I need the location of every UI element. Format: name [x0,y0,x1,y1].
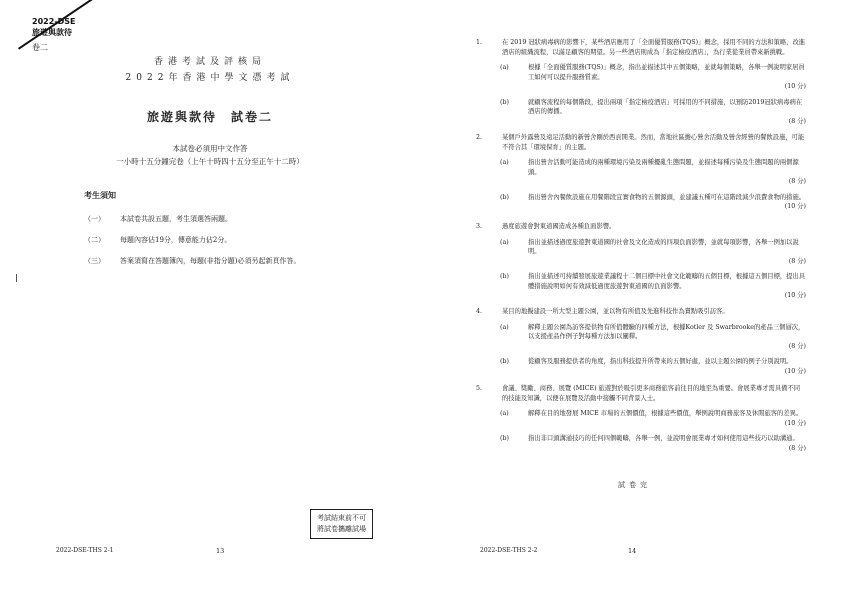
question-part [476,158,806,187]
part-marks: (10 分) [784,419,806,427]
question-part [476,357,806,376]
part-text: 指出營舍活動可能造成的兩種環境污染及兩種擾亂生態問題，並描述每種污染及生態問題的兩個源頭。 [528,159,799,176]
question-5 [476,384,806,453]
part-text: 從顧客及服務提供者的角度，指出科技提升所帶來的五個好處，並以主題公園的例子分別說明。 [528,358,793,365]
part-label: (a) [500,238,509,246]
page-number: 14 [628,547,637,555]
notice-number: （二） [84,236,105,244]
paper-title: 旅遊與款待 試卷二 [146,110,273,124]
question-number: 3. [476,223,483,230]
part-label: (b) [500,193,509,201]
part-label: (a) [500,159,509,166]
instruction-language: 本試卷必須用中文作答 [172,144,248,153]
question-part [476,193,806,212]
part-marks: (8 分) [788,444,806,452]
notice-item [84,256,384,277]
part-label: (a) [500,410,509,417]
part-text: 指出並描述可持續發展旅遊業議程十二個目標中社會文化範疇的五個目標，根據這五個目標，提出具體措施說明如何有效減低過度旅遊對東道國的負面影響。 [528,273,806,290]
notice-list [84,214,384,277]
authority-name: 香港考試及評核局 [153,57,266,67]
notice-number: （三） [84,257,105,265]
notice-item [84,214,384,235]
exam-stamp [310,509,373,539]
part-label: (b) [500,358,509,365]
part-label: (b) [500,273,509,280]
part-text: 解釋主題公園為訪客提供物有所值體驗的四種方法，根據Kotler 及 Swarbrooke的產品三個層次，以支援產品作例子對每種方法加以闡釋。 [528,323,805,340]
instruction-time: 一小時十五分鐘完卷（上午十時四十五分至正午十二時） [116,157,304,166]
header-paper: 卷二 [32,43,48,52]
notice-number: （一） [84,215,105,223]
question-number: 1. [476,39,483,46]
header-subject: 旅遊與款待 [32,28,72,37]
footer-code: 2022-DSE-THS 2-2 [480,547,538,554]
part-label: (b) [500,435,509,442]
part-marks: (8 分) [788,178,806,185]
stamp-line: 將試卷攜離試場 [317,525,366,533]
header-year: 2022-DSE [32,17,76,26]
notice-text: 答案須寫在答題簿內，每題(非指分題)必須另起新頁作答。 [120,257,301,265]
question-part [476,238,806,267]
part-marks: (8 分) [788,117,806,125]
question-stem: 會議、獎勵、商務、展覽 (MICE) 旅遊對於吸引更多商務旅客前往目的地至為重要。會展業專才需具備不同的技能及知識，以便在展覽及活動中接觸不同背景人士。 [502,385,801,402]
part-marks: (10 分) [784,292,806,299]
end-of-paper: 試卷完 [618,481,651,489]
exam-name: 2022年香港中學文憑考試 [125,73,295,83]
notice-text: 每題內容佔19分，傳意能力佔2分。 [120,236,232,244]
question-2 [476,133,806,212]
notice-item [84,235,384,256]
question-part [476,323,806,352]
part-marks: (8 分) [788,342,806,350]
part-text: 指出並描述過度旅遊對東道國的社會及文化造成的四項負面影響，並就每項影響，各舉一例加以說明。 [528,238,799,255]
notice-heading: 考生須知 [84,190,116,200]
left-page [0,0,420,593]
page-number: 13 [216,547,225,555]
part-label: (a) [500,64,509,71]
part-text: 就顧客流程的每個階段，提出兩項「指定檢疫酒店」可採用的不同措施，以預防2019冠狀病毒病在酒店的傳播。 [528,98,803,115]
part-text: 解釋在目的地發展 MICE 市場的五個價值，根據這些價值，舉例說明商務旅客及休閒旅客的差異。 [528,410,803,417]
question-3 [476,222,806,301]
part-text: 指出非口頭溝通技巧的任何四個範疇，各舉一例，並說明會展業專才如何使用這些技巧以助溝通。 [528,435,799,442]
question-number: 2. [476,134,483,141]
part-marks: (10 分) [784,83,806,90]
question-part [476,272,806,301]
question-number: 4. [476,308,483,315]
part-text: 指出營舍內餐飲設施在用餐階段宜實食物的五個源頭，並建議五種可在這階段減少浪費食物的措施。 [528,193,806,201]
notice-text: 本試卷共設五題，考生須選答兩題。 [120,215,232,223]
question-1 [476,38,806,126]
question-stem: 在 2019 冠狀病毒病的影響下，某些酒店應用了「全面優質服務(TQS)」概念，採用不同的方法和策略，改進酒店的組織流程，以滿足顧客的期望。另一些酒店則成為「指定檢疫酒店」，為行業從業員帶來新挑戰。 [502,39,806,56]
question-part [476,434,806,453]
part-label: (a) [500,323,509,331]
part-marks: (10 分) [784,203,806,210]
part-text: 根據「全面優質服務(TQS)」概念，指出並描述其中五個策略，並就每個策略，各舉一例說明家居員工如何可以提升服務質素。 [528,64,805,81]
question-stem: 某個戶外露營及遠足活動的新營舍剛於西貢開業。然而，當地社區擔心營舍活動及營舍經營的餐飲設施，可能不符合其「環境保育」的主題。 [502,134,805,151]
part-marks: (10 分) [784,367,806,375]
question-part [476,63,806,92]
text-cursor [16,274,17,282]
question-part [476,98,806,127]
question-stem: 過度旅遊會對東道國造成各種負面影響。 [502,223,616,230]
stamp-line: 考試結束前不可 [317,514,366,522]
part-label: (b) [500,98,509,106]
question-part [476,409,806,428]
question-4 [476,307,806,376]
question-stem: 某目的地擬建設一所大型主題公園，並以物有所值及先進科技作為賣點吸引訪客。 [502,308,729,315]
part-marks: (8 分) [788,257,806,265]
question-number: 5. [476,385,483,392]
footer-code: 2022-DSE-THS 2-1 [56,547,114,554]
